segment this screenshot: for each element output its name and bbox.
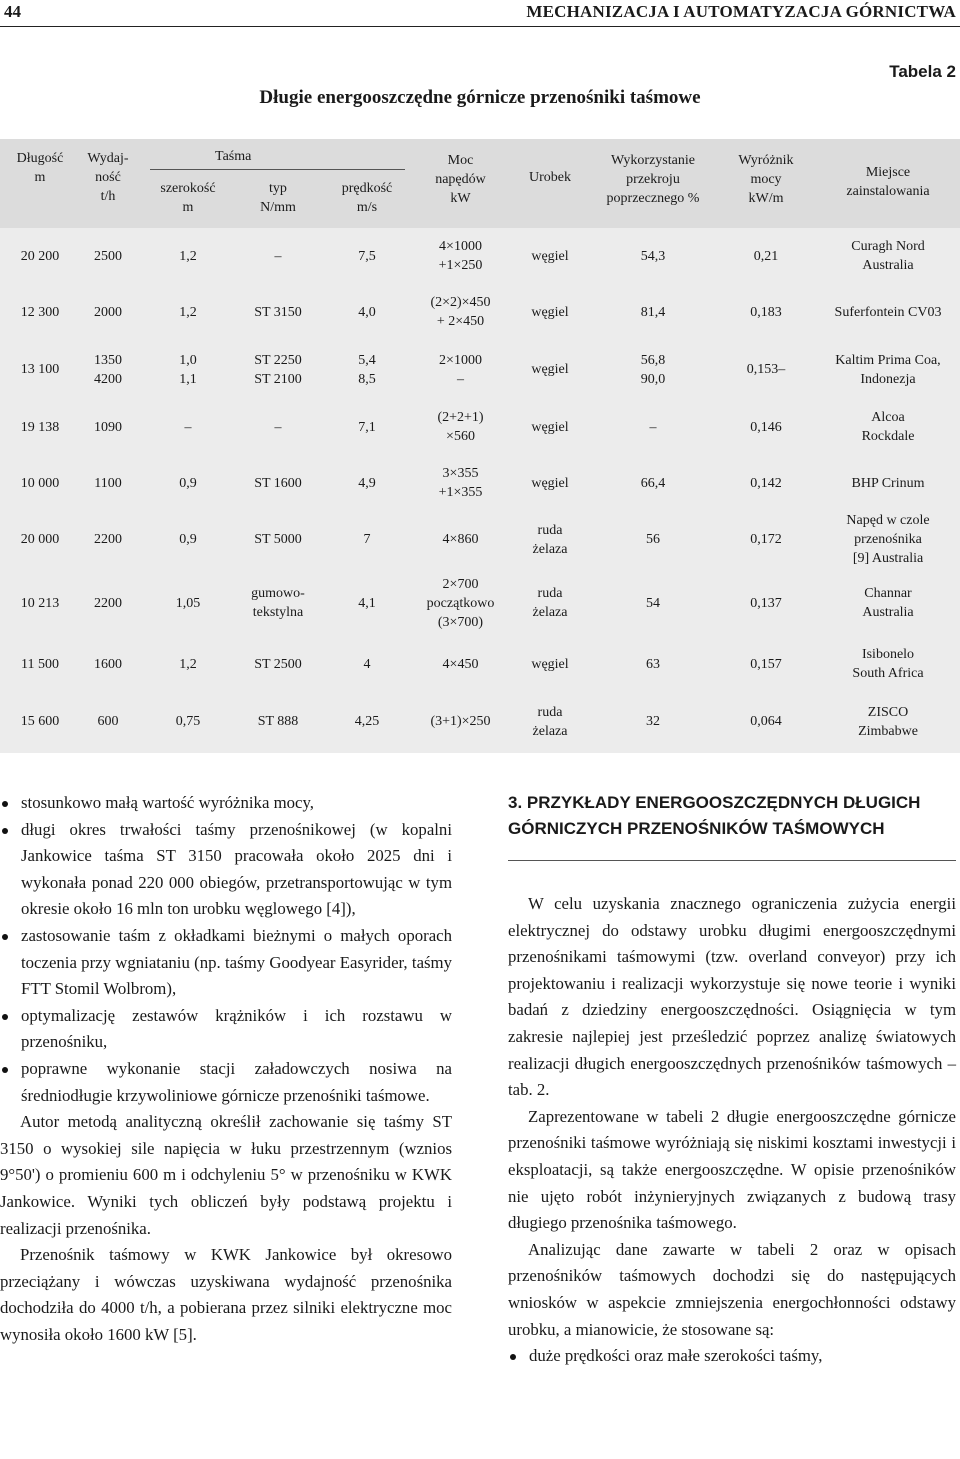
cell-utilization-line: 66,4 (640, 476, 666, 491)
cell-utilization-line: 56,8 (640, 353, 666, 368)
paragraph: Przenośnik taśmowy w KWK Jankowice był okresowo przeciążany i wówczas uzyskiwana wydajność przenośnika dochodziła do 4000 t/h, a pobierana przez silniki elektryczne moc wynosiła około 1600 kW [5]. (0, 1245, 452, 1344)
cell-material-line: węgiel (531, 476, 569, 491)
left-bullet-list (0, 790, 452, 1109)
cell-capacity-line: 2200 (94, 532, 122, 547)
table-row (0, 340, 960, 399)
page-number: 44 (4, 2, 21, 21)
cell-speed (323, 655, 411, 674)
cell-material-line: żelaza (532, 605, 568, 620)
header-index-line: mocy (750, 172, 782, 187)
table-row (0, 690, 960, 753)
cell-utilization (590, 594, 716, 613)
cell-material (510, 703, 590, 741)
cell-material-line: węgiel (531, 420, 569, 435)
cell-power-line: +1×355 (438, 485, 483, 500)
cell-width-line: 0,9 (179, 532, 197, 547)
cell-utilization-line: 32 (646, 714, 660, 729)
cell-speed (323, 594, 411, 613)
cell-location-line: Kaltim Prima Coa, (835, 353, 941, 368)
cell-material-line: węgiel (531, 362, 569, 377)
cell-width-line: 0,75 (175, 714, 201, 729)
cell-power (411, 712, 510, 731)
cell-speed-line: 8,5 (358, 372, 376, 387)
cell-speed (323, 303, 411, 322)
cell-utilization (590, 655, 716, 674)
cell-length-line: 15 600 (20, 714, 60, 729)
journal-title: MECHANIZACJA I AUTOMATYZACJA GÓRNICTWA (526, 2, 956, 21)
table-row (0, 568, 960, 638)
header-capacity-line: Wydaj- (87, 151, 129, 166)
cell-power-line: ×560 (446, 429, 475, 444)
cell-utilization (590, 303, 716, 322)
cell-utilization (590, 474, 716, 493)
cell-capacity-line: 600 (97, 714, 119, 729)
cell-location-line: Australia (862, 258, 914, 273)
cell-material (510, 303, 590, 322)
cell-length (4, 303, 76, 322)
header-width-line: m (182, 200, 194, 215)
cell-power (411, 464, 510, 502)
cell-location (816, 303, 960, 322)
paragraph: W celu uzyskania znacznego ograniczenia zużycia energii elektrycznej do odstawy urobku długimi energooszczędnymi przenośnikami taśmowymi (tzw. overland conveyor) przy ich projektowaniu i realizacji wykorzystuje się nowe teorie i wyniki badań z dziedziny energooszczędności. Osiągnięcia w tym zakresie najlepiej jest prześledzić poprzez analizę światowych realizacji długich energooszczędnych przenośników taśmowych – tab. 2. (508, 894, 956, 1100)
cell-type-line: ST 1600 (254, 476, 302, 491)
cell-power-line: (2×2)×450 (430, 295, 491, 310)
table-header-row (0, 139, 960, 228)
cell-power-line: 2×1000 (439, 353, 482, 368)
cell-material-line: ruda (537, 586, 563, 601)
cell-speed-line: 4,0 (358, 305, 376, 320)
cell-width (143, 247, 233, 266)
cell-length (4, 418, 76, 437)
cell-power-line: – (457, 372, 464, 387)
cell-length-line: 12 300 (20, 305, 60, 320)
cell-index-line: 0,142 (750, 476, 782, 491)
cell-length-line: 11 500 (21, 657, 59, 672)
cell-capacity (78, 712, 138, 731)
cell-length (4, 712, 76, 731)
belt-group-rule (150, 169, 405, 170)
cell-capacity-line: 1100 (94, 476, 122, 491)
cell-power-line: (3+1)×250 (430, 714, 491, 729)
cell-length (4, 247, 76, 266)
cell-index-line: 0,064 (750, 714, 782, 729)
cell-speed-line: 4,1 (358, 596, 376, 611)
cell-power-line: 4×860 (442, 532, 479, 547)
cell-length (4, 655, 76, 674)
cell-index-line: 0,137 (750, 596, 782, 611)
cell-width (143, 712, 233, 731)
cell-speed-line: 7,5 (358, 249, 376, 264)
header-length-line: m (34, 170, 46, 185)
cell-type (233, 712, 323, 731)
cell-type (233, 474, 323, 493)
header-utilization-line: Wykorzystanie (611, 153, 695, 168)
header-power-line: napędów (435, 172, 486, 187)
cell-power-line: początkowo (426, 596, 495, 611)
cell-width (143, 303, 233, 322)
table-row (0, 638, 960, 690)
header-capacity-line: t/h (100, 189, 116, 204)
cell-speed (323, 530, 411, 549)
bullet-item: zastosowanie taśm z okładkami bieżnymi o małych oporach toczenia przy wgniataniu (np. taśmy Goodyear Easyrider, taśmy FTT Stomil Wolbrom), (0, 923, 452, 1003)
cell-power (411, 530, 510, 549)
cell-location-line: Suferfontein CV03 (834, 305, 942, 320)
cell-speed-line: 7,1 (358, 420, 376, 435)
cell-length (4, 530, 76, 549)
cell-type (233, 351, 323, 389)
cell-utilization (590, 712, 716, 731)
cell-capacity-line: 2200 (94, 596, 122, 611)
cell-location (816, 511, 960, 568)
right-column (508, 790, 956, 1370)
cell-utilization-line: 63 (646, 657, 660, 672)
cell-width (143, 655, 233, 674)
cell-type-line: ST 2500 (254, 657, 302, 672)
cell-width (143, 351, 233, 389)
cell-utilization (590, 247, 716, 266)
cell-utilization (590, 351, 716, 389)
cell-index-line: 0,172 (750, 532, 782, 547)
cell-utilization-line: – (649, 420, 657, 435)
cell-power (411, 351, 510, 389)
cell-material (510, 360, 590, 379)
cell-location-line: Zimbabwe (858, 724, 918, 739)
table-row (0, 399, 960, 455)
cell-index-line: 0,183 (750, 305, 782, 320)
table-title-text: Długie energooszczędne górnicze przenośniki taśmowe (259, 87, 701, 108)
cell-location-line: Rockdale (861, 429, 915, 444)
cell-length-line: 10 213 (20, 596, 60, 611)
cell-capacity-line: 1350 (94, 353, 122, 368)
cell-material (510, 474, 590, 493)
cell-index-line: 0,21 (753, 249, 779, 264)
cell-length-line: 20 000 (20, 532, 60, 547)
cell-material-line: żelaza (532, 542, 568, 557)
cell-location-line: Curagh Nord (851, 239, 925, 254)
cell-location (816, 237, 960, 275)
cell-power-line: (3×700) (437, 615, 484, 630)
cell-index-line: 0,153– (746, 362, 786, 377)
cell-type (233, 418, 323, 437)
cell-width-line: 1,2 (179, 305, 197, 320)
cell-speed-line: 4,25 (354, 714, 380, 729)
cell-material-line: węgiel (531, 657, 569, 672)
bullet-item: poprawne wykonanie stacji załadowczych nosiwa na średniodługie krzywoliniowe górnicze przenośniki taśmowe. (0, 1056, 452, 1109)
header-power-line: kW (450, 191, 471, 206)
cell-power-line: + 2×450 (436, 314, 485, 329)
bullet-item: optymalizację zestawów krążników i ich rozstawu w przenośniku, (0, 1003, 452, 1056)
cell-width (143, 474, 233, 493)
cell-material (510, 521, 590, 559)
cell-type-line: ST 5000 (254, 532, 302, 547)
cell-speed (323, 474, 411, 493)
table-row (0, 511, 960, 568)
cell-power-line: +1×250 (438, 258, 483, 273)
cell-speed (323, 351, 411, 389)
cell-speed (323, 418, 411, 437)
cell-type (233, 530, 323, 549)
cell-index (716, 655, 816, 674)
cell-type-line: gumowo- (251, 586, 305, 601)
cell-utilization-line: 81,4 (640, 305, 666, 320)
cell-capacity-line: 4200 (94, 372, 122, 387)
left-column (0, 790, 452, 1348)
cell-material-line: żelaza (532, 724, 568, 739)
cell-width-line: 0,9 (179, 476, 197, 491)
bullet-item: długi okres trwałości taśmy przenośnikowej (w kopalni Jankowice taśma ST 3150 pracowała około 2025 dni i wykonała ponad 220 000 obiegów, przetransportowując w tym okresie około 16 mln ton urobku węglowego [4]), (0, 817, 452, 923)
section-heading: 3. PRZYKŁADY ENERGOOSZCZĘDNYCH DŁUGICH GÓRNICZYCH PRZENOŚNIKÓW TAŚMOWYCH (508, 790, 956, 861)
cell-capacity (78, 474, 138, 493)
cell-capacity-line: 1090 (94, 420, 122, 435)
cell-location (816, 351, 960, 389)
cell-capacity (78, 655, 138, 674)
cell-location-line: Napęd w czole (846, 513, 930, 528)
cell-index (716, 418, 816, 437)
header-index-line: kW/m (748, 191, 784, 206)
cell-location (816, 474, 960, 493)
cell-type (233, 655, 323, 674)
cell-width-line: 1,05 (175, 596, 201, 611)
header-speed-line: m/s (356, 200, 378, 215)
header-index-line: Wyróżnik (738, 153, 794, 168)
cell-utilization-line: 54 (646, 596, 660, 611)
table-row (0, 284, 960, 340)
table-title (0, 87, 960, 109)
header-location-line: zainstalowania (846, 184, 930, 199)
cell-type (233, 247, 323, 266)
cell-type-line: – (274, 420, 282, 435)
cell-material (510, 655, 590, 674)
header-type-line: N/mm (260, 200, 296, 215)
cell-location-line: South Africa (852, 666, 924, 681)
header-location-line: Miejsce (865, 165, 911, 180)
cell-type-line: ST 2100 (254, 372, 302, 387)
header-belt-group: Taśma (215, 149, 252, 164)
cell-power-line: 3×355 (442, 466, 479, 481)
header-speed (323, 179, 411, 217)
header-utilization-line: poprzecznego % (606, 191, 700, 206)
header-type (233, 179, 323, 217)
header-width-line: szerokość (160, 181, 216, 196)
header-utilization (590, 151, 716, 208)
cell-material (510, 247, 590, 266)
header-capacity (78, 149, 138, 206)
cell-width (143, 530, 233, 549)
cell-index-line: 0,157 (750, 657, 782, 672)
cell-location (816, 645, 960, 683)
cell-material-line: ruda (537, 523, 563, 538)
cell-index (716, 474, 816, 493)
cell-type-line: tekstylna (252, 605, 304, 620)
table-row (0, 455, 960, 511)
header-capacity-line: ność (95, 170, 121, 185)
cell-capacity (78, 530, 138, 549)
header-power-line: Moc (447, 153, 474, 168)
right-paragraphs (508, 891, 956, 1343)
cell-capacity (78, 303, 138, 322)
left-paragraphs (0, 1109, 452, 1348)
cell-index (716, 712, 816, 731)
header-utilization-line: przekroju (626, 172, 680, 187)
cell-length-line: 20 200 (20, 249, 60, 264)
cell-width-line: 1,2 (179, 657, 197, 672)
bullet-item: stosunkowo małą wartość wyróżnika mocy, (0, 790, 452, 817)
header-length-line: Długość (16, 151, 64, 166)
table-label: Tabela 2 (889, 62, 956, 81)
cell-type-line: ST 888 (257, 714, 299, 729)
cell-length-line: 13 100 (20, 362, 60, 377)
cell-location-line: przenośnika (854, 532, 922, 547)
cell-index (716, 303, 816, 322)
cell-length (4, 594, 76, 613)
cell-utilization-line: 54,3 (640, 249, 666, 264)
table-row (0, 228, 960, 284)
cell-speed (323, 247, 411, 266)
cell-type-line: ST 2250 (254, 353, 302, 368)
cell-material-line: ruda (537, 705, 563, 720)
cell-location (816, 703, 960, 741)
conveyor-table (0, 139, 960, 753)
cell-width (143, 418, 233, 437)
right-bullet-list (508, 1343, 956, 1370)
paragraph: Zaprezentowane w tabeli 2 długie energooszczędne górnicze przenośniki taśmowe wyróżniają się niskimi kosztami inwestycji i eksploatacji, są także energooszczędne. W opisie przenośników nie ujęto robót inżynieryjnych związanych z budową trasy długiego przenośnika taśmowego. (508, 1106, 956, 1233)
cell-location-line: Indonezja (860, 372, 916, 387)
bullet-item: duże prędkości oraz małe szerokości taśmy, (508, 1343, 956, 1370)
cell-utilization-line: 90,0 (640, 372, 666, 387)
cell-power-line: 4×450 (442, 657, 479, 672)
cell-power (411, 655, 510, 674)
cell-power-line: 4×1000 (439, 239, 482, 254)
running-header (0, 0, 960, 28)
cell-type (233, 584, 323, 622)
cell-location-line: Alcoa (871, 410, 905, 425)
cell-location-line: ZISCO (867, 705, 909, 720)
header-type-line: typ (269, 181, 287, 196)
cell-utilization (590, 418, 716, 437)
cell-width-line: 1,2 (179, 249, 197, 264)
cell-index (716, 530, 816, 549)
cell-type-line: – (274, 249, 282, 264)
paragraph: Analizując dane zawarte w tabeli 2 oraz w opisach przenośników taśmowych dochodzi się do następujących wniosków w aspekcie zmniejszenia energochłonności odstawy urobku, a mianowicie, że stosowane są: (508, 1239, 956, 1339)
cell-material (510, 418, 590, 437)
cell-location-line: Australia (862, 605, 914, 620)
header-speed-line: prędkość (341, 181, 393, 196)
cell-capacity-line: 2500 (94, 249, 122, 264)
cell-location-line: BHP Crinum (851, 476, 925, 491)
cell-index (716, 360, 816, 379)
cell-location-line: [9] Australia (852, 551, 924, 566)
header-material (510, 168, 590, 187)
cell-index (716, 594, 816, 613)
cell-utilization-line: 56 (646, 532, 660, 547)
cell-length-line: 10 000 (20, 476, 60, 491)
cell-power (411, 408, 510, 446)
cell-power-line: 2×700 (442, 577, 479, 592)
header-length (4, 149, 76, 187)
cell-utilization (590, 530, 716, 549)
cell-length (4, 474, 76, 493)
cell-speed-line: 7 (363, 532, 371, 547)
cell-width (143, 594, 233, 613)
cell-type (233, 303, 323, 322)
cell-power (411, 575, 510, 632)
cell-material-line: węgiel (531, 249, 569, 264)
cell-material (510, 584, 590, 622)
header-material-line: Urobek (529, 170, 571, 185)
header-index (716, 151, 816, 208)
cell-type-line: ST 3150 (254, 305, 302, 320)
cell-power (411, 293, 510, 331)
cell-speed-line: 4 (363, 657, 371, 672)
cell-power (411, 237, 510, 275)
cell-capacity (78, 351, 138, 389)
cell-location (816, 584, 960, 622)
cell-capacity-line: 1600 (94, 657, 122, 672)
cell-material-line: węgiel (531, 305, 569, 320)
cell-power-line: (2+2+1) (437, 410, 484, 425)
cell-length-line: 19 138 (20, 420, 60, 435)
cell-location-line: Isibonelo (861, 647, 915, 662)
cell-location-line: Channar (864, 586, 912, 601)
cell-index (716, 247, 816, 266)
header-rule (0, 26, 960, 27)
header-power (411, 151, 510, 208)
cell-width-line: 1,1 (179, 372, 197, 387)
cell-index-line: 0,146 (750, 420, 782, 435)
cell-capacity (78, 594, 138, 613)
header-location (816, 163, 960, 201)
cell-location (816, 408, 960, 446)
cell-capacity-line: 2000 (94, 305, 122, 320)
cell-capacity (78, 418, 138, 437)
cell-width-line: 1,0 (179, 353, 197, 368)
cell-speed-line: 4,9 (358, 476, 376, 491)
cell-speed-line: 5,4 (358, 353, 376, 368)
header-width (143, 179, 233, 217)
paragraph: Autor metodą analityczną określił zachowanie się taśmy ST 3150 o wysokiej sile napięcia w łuku przestrzennym (wznios 9°50') o promieniu 600 m i odchyleniu 5° w przenośniku w KWK Jankowice. Wyniki tych obliczeń były podstawą projektu i realizacji przenośnika. (0, 1112, 452, 1238)
cell-capacity (78, 247, 138, 266)
cell-speed (323, 712, 411, 731)
cell-length (4, 360, 76, 379)
cell-width-line: – (184, 420, 192, 435)
